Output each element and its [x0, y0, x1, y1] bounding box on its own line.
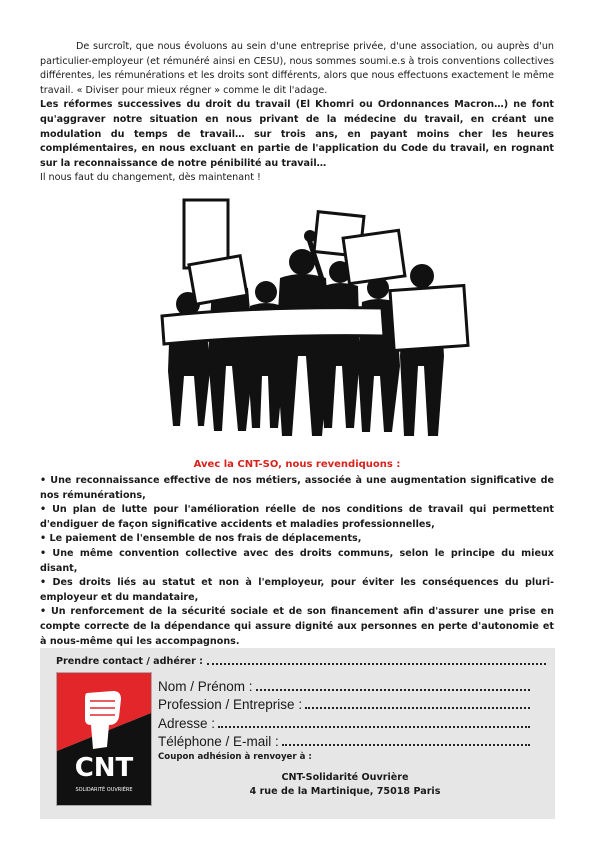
- coupon-return-note: Coupon adhésion à renvoyer à :: [158, 752, 312, 762]
- postal-address: [230, 771, 460, 799]
- coupon-heading: Prendre contact / adhérer :: [56, 656, 203, 667]
- address-line-1: CNT-Solidarité Ouvrière: [281, 772, 409, 783]
- claims-title: Avec la CNT-SO, nous revendiquons :: [193, 459, 401, 470]
- profession-field-dots: [305, 703, 530, 709]
- coupon-heading-dots: [207, 654, 546, 665]
- claim-item: • Un plan de lutte pour l'amélioration réelle de nos conditions de travail qui permettent d'endiguer de façon significative accidents et maladies professionnelles,: [40, 504, 554, 530]
- claim-item: • Une même convention collective avec des droits communs, selon le principe du mieux disant,: [40, 547, 554, 574]
- logo-acronym: CNT: [74, 753, 134, 783]
- name-field-label: Nom / Prénom :: [158, 678, 253, 694]
- address-line-2: 4 rue de la Martinique, 75018 Paris: [249, 786, 441, 797]
- phone-email-field-dots: [282, 740, 530, 746]
- intro-paragraph-3: Il nous faut du changement, dès maintenant !: [40, 172, 261, 184]
- intro-paragraph-2: Les réformes successives du droit du travail (El Khomri ou Ordonnances Macron…) ne font qu'aggraver notre situation en nous privant de la médecine du travail, en créant une modulation du temps de travail… sur trois ans, en payant moins cher les heures complémentaires, en nous excluant en partie de l'application du Code du travail, en rognant sur la reconnaissance de notre pénibilité au travail…: [40, 99, 554, 169]
- logo-subtitle: SOLIDARITÉ OUVRIÈRE: [75, 787, 133, 793]
- profession-field[interactable]: [158, 695, 530, 714]
- claim-item: • Un renforcement de la sécurité sociale et de son financement afin d'assurer une prise en compte correcte de la dépendance qui assure dignité aux personnes en perte d'autonomie et à nous-même qui les accompagnons.: [40, 606, 554, 647]
- phone-email-field[interactable]: [158, 732, 530, 751]
- name-field[interactable]: [158, 676, 530, 695]
- phone-email-field-label: Téléphone / E-mail :: [158, 734, 279, 749]
- membership-coupon: [40, 648, 555, 819]
- claim-item: • Des droits liés au statut et non à l'employeur, pour éviter les conséquences du pluri-employeur et du mandataire,: [40, 577, 554, 603]
- claim-item: • Le paiement de l'ensemble de nos frais de déplacements,: [40, 533, 362, 545]
- cnt-so-logo: [56, 672, 152, 806]
- intro-paragraph-1: De surcroît, que nous évoluons au sein d'une entreprise privée, d'une association, ou auprès d'un particulier-employeur (et rémunéré ainsi en CESU), nous sommes soumi.e.s à trois conventions collectives différentes, les rémunérations et les droits sont différents, alors que nous effectuons exactement le même travail. « Diviser pour mieux régner » comme le dit l'adage.: [40, 41, 554, 96]
- address-field-label: Adresse :: [158, 715, 216, 731]
- claim-item: • Une reconnaissance effective de nos métiers, associée à une augmentation significative de nos rémunérations,: [40, 475, 554, 501]
- address-field-dots: [218, 722, 530, 728]
- profession-field-label: Profession / Entreprise :: [158, 697, 303, 712]
- coupon-heading-row: [56, 654, 546, 667]
- address-field[interactable]: [158, 713, 530, 732]
- protest-crowd-illustration: [140, 196, 470, 448]
- coupon-fields: [158, 676, 530, 750]
- claims-list: [40, 474, 554, 649]
- intro-text: [40, 40, 554, 186]
- name-field-dots: [256, 685, 530, 691]
